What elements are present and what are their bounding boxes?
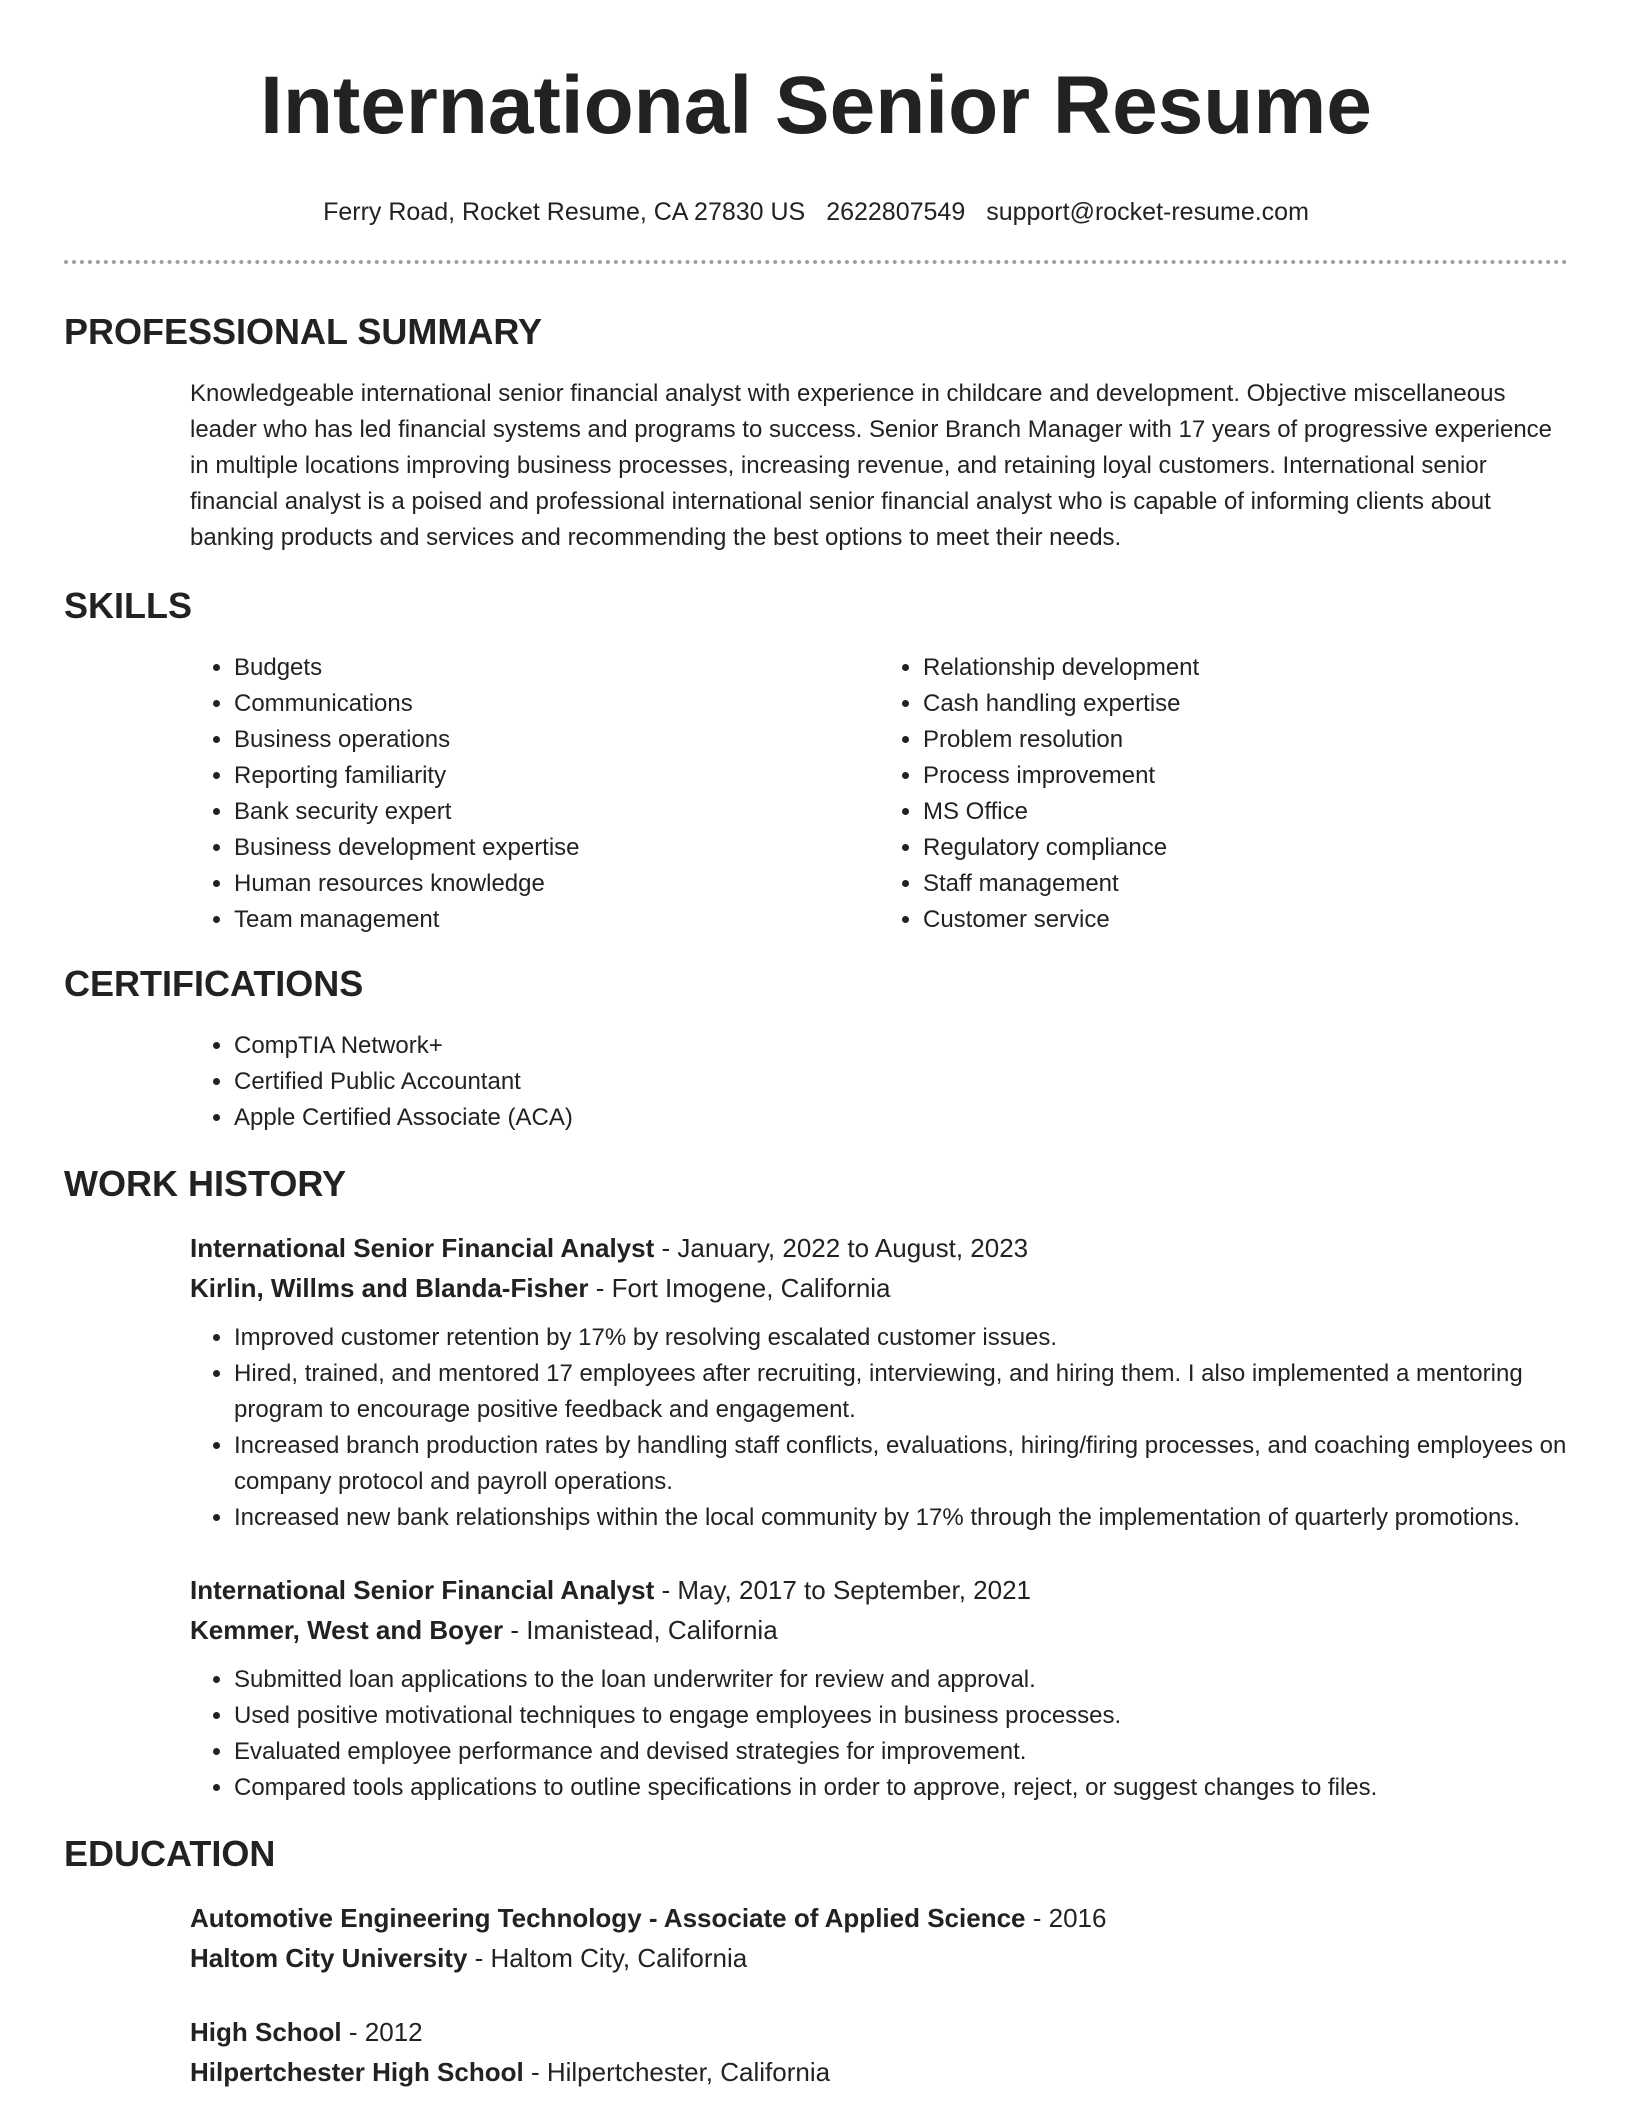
- job-dates: - May, 2017 to September, 2021: [654, 1575, 1031, 1605]
- education-school-line: [190, 1938, 1568, 1978]
- education-entry: [190, 1898, 1568, 1978]
- contact-email: support@rocket-resume.com: [986, 198, 1309, 226]
- certifications-section: [64, 962, 1568, 1136]
- job-role: International Senior Financial Analyst: [190, 1575, 655, 1605]
- list-item: • Used positive motivational techniques to engage employees in business processes.: [234, 1698, 1568, 1734]
- education-school: Haltom City University: [190, 1943, 468, 1973]
- job-dates: - January, 2022 to August, 2023: [654, 1233, 1029, 1263]
- list-item: • Customer service: [923, 902, 1568, 938]
- job-role: International Senior Financial Analyst: [190, 1233, 655, 1263]
- list-item: • Improved customer retention by 17% by resolving escalated customer issues.: [234, 1320, 1568, 1356]
- job-entry: [190, 1228, 1568, 1536]
- list-item: • Hired, trained, and mentored 17 employees after recruiting, interviewing, and hiring them. I also implemented a mentoring program to encourage positive feedback and engagement.: [234, 1356, 1568, 1428]
- certifications-list: [190, 1028, 1568, 1136]
- job-bullets: [190, 1662, 1568, 1806]
- education-degree-line: [190, 1898, 1568, 1938]
- list-item: • Submitted loan applications to the loan underwriter for review and approval.: [234, 1662, 1568, 1698]
- education-degree: High School: [190, 2017, 342, 2047]
- contact-address: Ferry Road, Rocket Resume, CA 27830 US: [323, 198, 806, 226]
- education-entry: [190, 2012, 1568, 2092]
- education-year: - 2012: [341, 2017, 423, 2047]
- skills-right-list: [879, 650, 1568, 938]
- job-location: - Imanistead, California: [503, 1615, 778, 1645]
- work-history-section: [64, 1162, 1568, 1806]
- resume-name: International Senior Resume: [260, 60, 1372, 151]
- certifications-block: [190, 1028, 1568, 1136]
- education-year: - 2016: [1025, 1903, 1107, 1933]
- list-item: • Business development expertise: [234, 830, 879, 866]
- summary-title: PROFESSIONAL SUMMARY: [64, 311, 543, 352]
- list-item: • Compared tools applications to outline specifications in order to approve, reject, or suggest changes to files.: [234, 1770, 1568, 1806]
- list-item: • Apple Certified Associate (ACA): [234, 1100, 1568, 1136]
- list-item: • Budgets: [234, 650, 879, 686]
- education-school-line: [190, 2052, 1568, 2092]
- education-school: Hilpertchester High School: [190, 2057, 524, 2087]
- education-title: EDUCATION: [64, 1833, 276, 1874]
- list-item: • Certified Public Accountant: [234, 1064, 1568, 1100]
- job-company: Kemmer, West and Boyer: [190, 1615, 504, 1645]
- list-item: • Business operations: [234, 722, 879, 758]
- header-divider: [64, 260, 1568, 264]
- education-degree-line: [190, 2012, 1568, 2052]
- list-item: • Human resources knowledge: [234, 866, 879, 902]
- job-company: Kirlin, Willms and Blanda-Fisher: [190, 1273, 589, 1303]
- education-section: [64, 1832, 1568, 2092]
- list-item: • Reporting familiarity: [234, 758, 879, 794]
- skills-columns: [190, 650, 1568, 938]
- certifications-title: CERTIFICATIONS: [64, 963, 364, 1004]
- education-location: - Haltom City, California: [467, 1943, 748, 1973]
- job-location: - Fort Imogene, California: [588, 1273, 891, 1303]
- list-item: • Process improvement: [923, 758, 1568, 794]
- list-item: • Problem resolution: [923, 722, 1568, 758]
- list-item: • Relationship development: [923, 650, 1568, 686]
- skills-left-list: [190, 650, 879, 938]
- list-item: • Communications: [234, 686, 879, 722]
- summary-text: Knowledgeable international senior financial analyst with experience in childcare and development. Objective miscellaneous leader who has led financial systems and programs to success. Senior Branch Manager with 17 years of progressive experience in multiple locations improving business processes, increasing revenue, and retaining loyal customers. International senior financial analyst is a poised and professional international senior financial analyst who is capable of informing clients about banking products and services and recommending the best options to meet their needs.: [190, 380, 1553, 551]
- education-location: - Hilpertchester, California: [523, 2057, 831, 2087]
- job-company-line: [190, 1610, 1568, 1650]
- job-entry: [190, 1570, 1568, 1806]
- job-role-line: [190, 1228, 1568, 1268]
- work-history-title: WORK HISTORY: [64, 1163, 347, 1204]
- list-item: • Increased new bank relationships within the local community by 17% through the implementation of quarterly promotions.: [234, 1500, 1568, 1536]
- list-item: • Cash handling expertise: [923, 686, 1568, 722]
- list-item: • Evaluated employee performance and devised strategies for improvement.: [234, 1734, 1568, 1770]
- skills-section: [64, 584, 1568, 938]
- list-item: • Bank security expert: [234, 794, 879, 830]
- list-item: • Team management: [234, 902, 879, 938]
- contact-line: [64, 196, 1568, 228]
- list-item: • Staff management: [923, 866, 1568, 902]
- education-degree: Automotive Engineering Technology - Associate of Applied Science: [190, 1903, 1026, 1933]
- list-item: • Regulatory compliance: [923, 830, 1568, 866]
- job-bullets: [190, 1320, 1568, 1536]
- job-role-line: [190, 1570, 1568, 1610]
- contact-phone: 2622807549: [826, 198, 966, 226]
- summary-section: [64, 310, 1568, 556]
- list-item: • CompTIA Network+: [234, 1028, 1568, 1064]
- list-item: • Increased branch production rates by handling staff conflicts, evaluations, hiring/firing processes, and coaching employees on company protocol and payroll operations.: [234, 1428, 1568, 1500]
- skills-title: SKILLS: [64, 585, 193, 626]
- job-company-line: [190, 1268, 1568, 1308]
- list-item: • MS Office: [923, 794, 1568, 830]
